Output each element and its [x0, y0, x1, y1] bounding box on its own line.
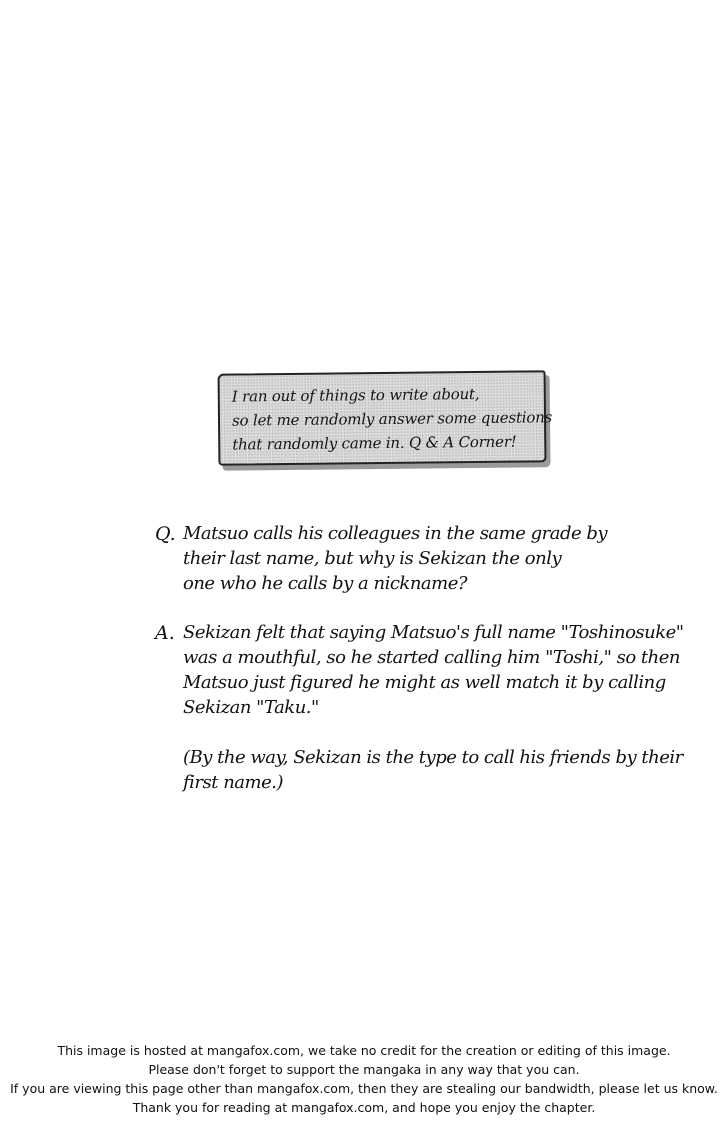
answer-label: A.	[155, 622, 175, 644]
question-line: one who he calls by a nickname?	[183, 573, 468, 594]
hosting-footer	[0, 1041, 728, 1117]
note-line: (By the way, Sekizan is the type to call his friends by their	[183, 747, 683, 768]
footer-line: If you are viewing this page other than mangafox.com, then they are stealing our bandwidth, please let us know.	[10, 1081, 718, 1096]
question-label: Q.	[155, 523, 176, 545]
intro-line: so let me randomly answer some questions	[231, 408, 553, 430]
note-line: first name.)	[183, 772, 284, 793]
answer-line: Matsuo just figured he might as well match it by calling	[183, 672, 666, 693]
footer-line: This image is hosted at mangafox.com, we take no credit for the creation or editing of this image.	[57, 1043, 671, 1058]
question-line: their last name, but why is Sekizan the only	[183, 548, 562, 569]
answer-line: Sekizan felt that saying Matsuo's full name "Toshinosuke"	[183, 622, 684, 643]
answer-line: was a mouthful, so he started calling him "Toshi," so then	[183, 647, 680, 668]
intro-line: I ran out of things to write about,	[231, 384, 480, 406]
intro-note-box	[218, 370, 553, 465]
footer-line: Thank you for reading at mangafox.com, and hope you enjoy the chapter.	[132, 1100, 596, 1115]
answer-line: Sekizan "Taku."	[183, 697, 319, 718]
intro-line: that randomly came in. Q & A Corner!	[232, 432, 517, 454]
question-line: Matsuo calls his colleagues in the same grade by	[183, 523, 608, 544]
footer-line: Please don't forget to support the mangaka in any way that you can.	[148, 1062, 580, 1077]
